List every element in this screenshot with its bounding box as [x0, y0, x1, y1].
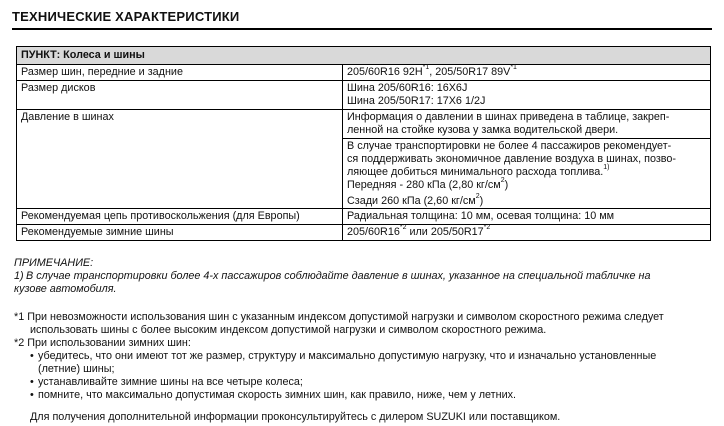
- footnote-2: *2 При использовании зимних шин:: [14, 336, 191, 349]
- notes-title: ПРИМЕЧАНИЕ:: [14, 257, 94, 269]
- bullet: •: [30, 349, 34, 362]
- eco-pressure-line: ляющее добиться минимального расхода топлива.$^{1)}$: [347, 163, 610, 178]
- note-1-text-cont: кузове автомобиля.: [14, 282, 117, 295]
- footnote-ref: 1): [603, 163, 610, 171]
- specs-table: [16, 46, 711, 241]
- row-label: Давление в шинах: [17, 109, 343, 209]
- row-label: Рекомендуемая цепь противоскольжения (для Европы): [17, 209, 343, 225]
- front-pressure: Передняя - 280 кПа (2,80 $кг/см^2$): [347, 176, 509, 191]
- footnote-ref: *1: [422, 63, 430, 71]
- table-row: [17, 109, 711, 138]
- footnote-ref: *1: [510, 63, 517, 71]
- row-value: Радиальная толщина: 10 мм, осевая толщина: 10 мм: [343, 209, 711, 225]
- section-header: [12, 9, 712, 30]
- bullet: •: [30, 388, 34, 401]
- footnote-ref: *2: [399, 224, 407, 232]
- notes-section: [14, 257, 714, 423]
- row-value: [343, 225, 711, 241]
- row-value: [343, 64, 711, 80]
- list-item-cont: (летние) шины;: [38, 362, 115, 375]
- note-1: [14, 270, 714, 283]
- pressure-info-line: ленной на стойке кузова у замка водительской двери.: [347, 123, 619, 136]
- eco-pressure-line: ся поддерживать экономичное давление воздуха в шинах, позво-: [347, 152, 677, 165]
- winter-tire-2: или 205/50R17: [406, 226, 484, 239]
- pressure-info-line: Информация о давлении в шинах приведена в таблице, закреп-: [347, 110, 670, 123]
- footnote-1-cont: использовать шины с более высоким индексом допустимой нагрузки и символом скоростного режима.: [30, 323, 547, 336]
- footnote-ref: *2: [483, 224, 491, 232]
- table-row: [17, 80, 711, 109]
- winter-tire-1: 205/60R16: [347, 226, 400, 239]
- eco-pressure-line: В случае транспортировки не более 4 пассажиров рекомендует-: [347, 139, 672, 152]
- table-row: [17, 64, 711, 80]
- page-title: ТЕХНИЧЕСКИЕ ХАРАКТЕРИСТИКИ: [12, 9, 240, 24]
- tire-size-2: , 205/50R17 89V: [429, 65, 511, 78]
- footnote-1: *1 При невозможности использования шин с указанным индексом допустимой нагрузки и символом скоростного режима следует: [14, 310, 664, 323]
- row-value: [343, 80, 711, 109]
- row-label: Размер шин, передние и задние: [17, 64, 343, 80]
- row-label: Рекомендуемые зимние шины: [17, 225, 343, 241]
- rim-size-line: Шина 205/60R16: 16X6J: [347, 81, 468, 94]
- bullet: •: [30, 375, 34, 388]
- table-heading-row: [17, 47, 711, 65]
- list-item: • устанавливайте зимние шины на все четыре колеса;: [30, 375, 303, 388]
- final-note: Для получения дополнительной информации проконсультируйтесь с дилером SUZUKI или поставщиком.: [30, 410, 561, 423]
- row-value: [343, 138, 711, 209]
- note-1-text: В случае транспортировки более 4-х пассажиров соблюдайте давление в шинах, указанное на специальной табличке на: [26, 269, 651, 282]
- rim-size-line: Шина 205/50R17: 17X6 1/2J: [347, 94, 486, 107]
- rear-pressure: Сзади 260 кПа (2,60 $кг/см^2$): [347, 192, 484, 207]
- table-row: [17, 209, 711, 225]
- tire-size-1: 205/60R16 92H: [347, 65, 423, 78]
- row-label: Размер дисков: [17, 80, 343, 109]
- row-value: [343, 109, 711, 138]
- list-item: • помните, что максимально допустимая скорость зимних шин, как правило, ниже, чем у летних.: [30, 388, 517, 401]
- note-1-number: 1): [14, 269, 24, 282]
- table-row: [17, 225, 711, 241]
- list-item: • убедитесь, что они имеют тот же размер, структуру и максимально допустимую нагрузку, что и изначально установленные: [30, 349, 657, 362]
- table-heading: ПУНКТ: Колеса и шины: [17, 47, 711, 65]
